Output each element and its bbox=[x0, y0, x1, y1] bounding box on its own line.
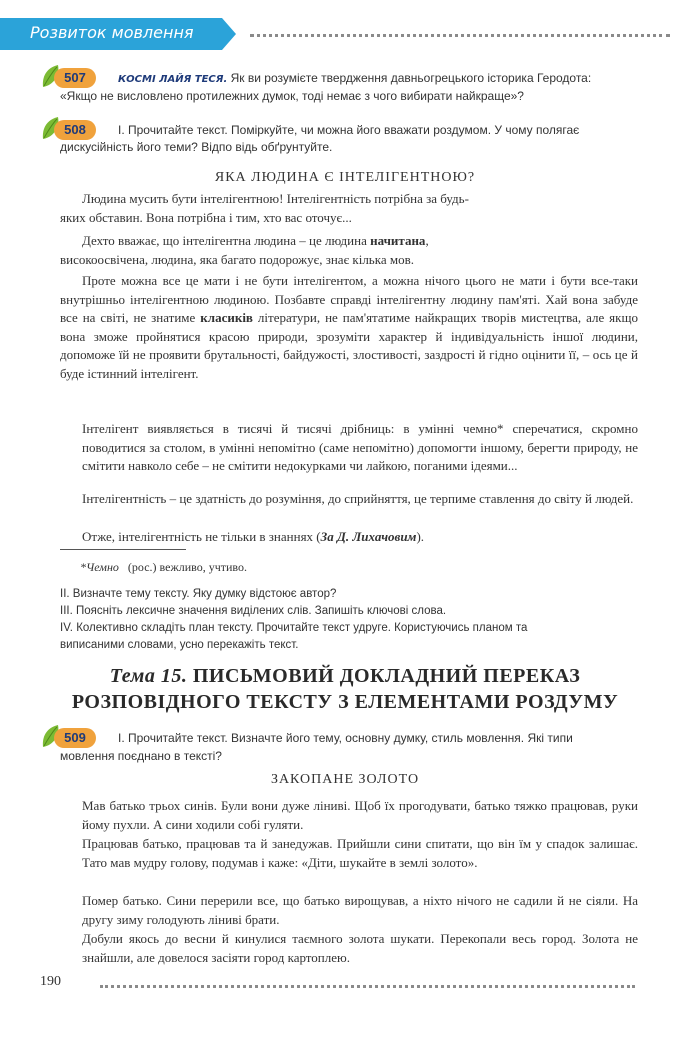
story-paragraph-6 bbox=[60, 528, 638, 547]
question-line: ІV. Колективно складіть план тексту. Прочитайте текст удруге. Користуючись планом та bbox=[60, 622, 528, 634]
story2-paragraph-4 bbox=[60, 930, 638, 967]
highlighted-word: начитана bbox=[370, 233, 426, 248]
footnote-word: *Чемно bbox=[80, 560, 119, 574]
paragraph-text: Дехто вважає, що інтелігентна людина – це людина bbox=[82, 233, 371, 248]
theme-title-line2: РОЗПОВІДНОГО ТЕКСТУ З ЕЛЕМЕНТАМИ РОЗДУМУ bbox=[71, 691, 619, 713]
paragraph-text: Мав батько трьох синів. Були вони дуже ліниві. Щоб їх прогодувати, батько тяжко працював, руки йому пухли. А сини ходили собі гуляти. bbox=[82, 798, 638, 832]
section-header-title: Розвиток мовлення bbox=[30, 23, 194, 42]
paragraph-text: високоосвічена, людина, яка багато подорожує, знає кілька мов. bbox=[60, 251, 414, 267]
theme-prefix: Тема 15. bbox=[109, 665, 188, 687]
story-paragraph-2 bbox=[60, 232, 638, 269]
task-507-line1 bbox=[118, 70, 648, 88]
question-line: ІІ. Визначте тему тексту. Яку думку відстоює автор? bbox=[60, 588, 337, 600]
page-number: 190 bbox=[40, 974, 61, 989]
footnote-text: (рос.) вежливо, учтиво. bbox=[127, 560, 248, 574]
paragraph-text: Помер батько. Сини перерили все, що батько вирощував, а ніхто нічого не садили й не сіяли. На другу зиму голодують ліниві брати. bbox=[82, 893, 638, 927]
task-509-marker bbox=[40, 723, 96, 749]
story-title: ЯКА ЛЮДИНА Є ІНТЕЛІГЕНТНОЮ? bbox=[214, 170, 476, 185]
story2-paragraph-2 bbox=[60, 835, 638, 872]
story-paragraph-5 bbox=[60, 490, 638, 509]
paragraph-text: літератури, не пам'ятатиме найкращих творів мистецтва, але якщо вона зможе пройнятися красою природи, зрозуміти характер й індивідуальність іншої людини, допоможе їй не проявити брутальності, байдужості, злостивості, заздрості й гідно оцінити її, – ось це й буде істинний інтелігент. bbox=[60, 310, 638, 381]
paragraph-text: Добули якось до весни й кинулися таємного золота шукати. Перекопали весь город. Золота не знайшли, але довелося засіяти город картоплею. bbox=[82, 931, 638, 965]
task-number-508: 508 bbox=[54, 120, 96, 140]
footnote-rule bbox=[60, 549, 186, 550]
theme-title-line1 bbox=[0, 663, 690, 689]
paragraph-text: Проте можна все це мати і не бути інтелігентом, а можна нічого цього не мати і бути все-таки внутрішньо інтелігентною людиною. Позбавте справді інтелігентну людину пам'яті. Хай вона забуде все на світі, не знатиме bbox=[60, 273, 638, 325]
task-508-marker bbox=[40, 115, 96, 141]
story-title: ЗАКОПАНЕ ЗОЛОТО bbox=[270, 772, 420, 787]
task-number-507: 507 bbox=[54, 68, 96, 88]
highlighted-word: класиків bbox=[200, 310, 253, 325]
story-paragraph-1 bbox=[60, 190, 638, 227]
story-paragraph-4 bbox=[60, 420, 638, 476]
paragraph-line: Людина мусить бути інтелігентною! Інтелігентність потрібна за будь- bbox=[82, 191, 469, 206]
task-509-line2: мовлення поєднано в тексті? bbox=[60, 749, 222, 763]
header-dotted-rule bbox=[250, 34, 670, 37]
footer-dotted-rule bbox=[100, 985, 635, 988]
story2-paragraph-3 bbox=[60, 892, 638, 929]
author-attribution: За Д. Лихачовим bbox=[320, 529, 417, 544]
footnote bbox=[80, 560, 247, 575]
task-507-text: Як ви розумієте твердження давньогрецького історика Геродота: bbox=[230, 71, 592, 85]
question-line: ІІІ. Поясніть лексичне значення виділених слів. Запишіть ключові слова. bbox=[60, 605, 447, 617]
task-number-509: 509 bbox=[54, 728, 96, 748]
task-509-line1: І. Прочитайте текст. Визначте його тему, основну думку, стиль мовлення. Які типи bbox=[118, 731, 573, 745]
task-507-line2: «Якщо не висловлено протилежних думок, тоді немає з чого вибирати найкраще»? bbox=[60, 89, 524, 103]
paragraph-line: яких обставин. Вона потрібна і тим, хто вас оточує... bbox=[60, 209, 352, 225]
theme-title-text: ПИСЬМОВИЙ ДОКЛАДНИЙ ПЕРЕКАЗ bbox=[187, 665, 581, 687]
task-508-line1: І. Прочитайте текст. Поміркуйте, чи можна його вважати роздумом. У чому полягає bbox=[118, 123, 580, 137]
question-line: виписаними словами, усно перекажіть текст. bbox=[60, 639, 299, 651]
story2-paragraph-1 bbox=[60, 797, 638, 834]
paragraph-text: Працював батько, працював та й занедужав. Прийшли сини спитати, що він їм у спадок залишає. Тато мав мудру голову, подумав і каже: «Діти, шукайте в землі золото». bbox=[82, 836, 638, 870]
paragraph-text: ). bbox=[416, 529, 425, 544]
task-508-line2: дискусійність його теми? Відпо відь обґрунтуйте. bbox=[60, 140, 333, 154]
paragraph-text: Інтелігентність – це здатність до розуміння, до сприйняття, це терпиме ставлення до світу й людей. bbox=[82, 491, 634, 506]
paragraph-text: Отже, інтелігентність не тільки в знаннях ( bbox=[82, 529, 321, 544]
paragraph-text: , bbox=[425, 233, 429, 248]
story-paragraph-3 bbox=[60, 272, 638, 383]
task-507-marker bbox=[40, 63, 96, 89]
task-507-label: КОСМІ ЛАЙЯ ТЕСЯ. bbox=[118, 74, 228, 85]
paragraph-text: Інтелігент виявляється в тисячі й тисячі дрібниць: в умінні чемно* сперечатися, скромно поводитися за столом, в умінні непомітно (саме непомітно) допомогти іншому, берегти природу, не смітити навколо себе – не смітити недокурками чи лайкою, поганими ідеями... bbox=[82, 421, 638, 473]
